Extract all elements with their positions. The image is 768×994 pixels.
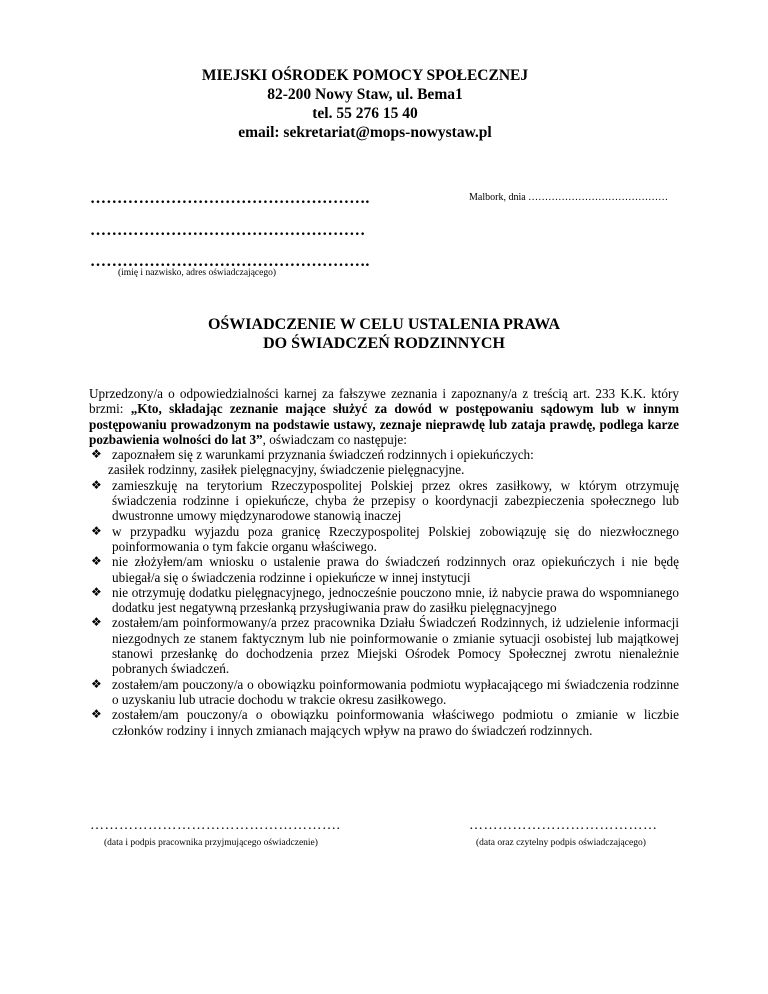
list-item: ❖ zapoznałem się z warunkami przyznania świadczeń rodzinnych i opiekuńczych: — [91, 447, 534, 463]
declarant-caption: (imię i nazwisko, adres oświadczającego) — [118, 268, 277, 278]
legal-quote: „Kto, składając zeznanie mające służyć za dowód w postępowaniu sądowym lub w innym postępowaniu prowadzonym na podstawie ustawy, zeznaje nieprawdę lub zataja prawdę, podlega karze pozbawienia wolności do lat 3” — [89, 401, 679, 447]
institution-address: 82-200 Nowy Staw, ul. Bema1 — [267, 86, 463, 103]
declaration-list — [89, 447, 679, 738]
diamond-bullet-icon: ❖ — [91, 615, 102, 630]
declarant-signature-line: ………………………………… — [469, 818, 658, 833]
declarant-line-2: …………………………………………… — [90, 222, 366, 239]
list-item: ❖ nie złożyłem/am wniosku o ustalenie prawa do świadczeń rodzinnych oraz opiekuńczych i nie będę ubiegał/a się o świadczenia rodzinne i opiekuńcze w innej instytucji — [91, 554, 679, 585]
diamond-bullet-icon: ❖ — [91, 707, 102, 722]
institution-header — [150, 66, 580, 142]
employee-signature-line: ……………………………………………. — [90, 818, 341, 833]
declarant-line-1: ……………………………………………. — [90, 190, 370, 207]
list-item: ❖ zostałem/am poinformowany/a przez pracownika Działu Świadczeń Rodzinnych, iż udzielenie informacji niezgodnych ze stanem faktycznym lub nie poinformowanie o zmianie sytuacji osobistej lub majątkowej stanowi przesłankę do dochodzenia przez Miejski Ośrodek Pomocy Społecznej zwrotu nienależnie pobranych świadczeń. — [91, 615, 679, 677]
diamond-bullet-icon: ❖ — [91, 554, 102, 569]
place-date-field: Malbork, dnia …………………………………… — [469, 192, 669, 203]
declarant-line-3: ……………………………………………. — [90, 253, 370, 270]
diamond-bullet-icon: ❖ — [91, 523, 102, 538]
title-line-2: DO ŚWIADCZEŃ RODZINNYCH — [263, 335, 505, 352]
declarant-signature-caption: (data oraz czytelny podpis oświadczającego) — [476, 838, 646, 848]
diamond-bullet-icon: ❖ — [91, 676, 102, 691]
title-line-1: OŚWIADCZENIE W CELU USTALENIA PRAWA — [207, 316, 561, 333]
list-item: ❖ zostałem/am pouczony/a o obowiązku poinformowania właściwego podmiotu o zmianie w liczbie członków rodziny i innych zmianach mających wpływ na prawo do świadczeń rodzinnych. — [91, 707, 679, 738]
declaration-body — [89, 386, 679, 738]
list-item: ❖ w przypadku wyjazdu poza granicę Rzeczypospolitej Polskiej zobowiązuję się do niezwłocznego poinformowania o tym fakcie organu właściwego. — [91, 523, 679, 554]
list-item-continuation: zasiłek rodzinny, zasiłek pielęgnacyjny, świadczenie pielęgnacyjne. — [108, 462, 465, 478]
employee-signature-caption: (data i podpis pracownika przyjmującego oświadczenie) — [104, 838, 318, 848]
document-title — [150, 315, 618, 353]
list-item: ❖ nie otrzymuję dodatku pielęgnacyjnego, jednocześnie pouczono mnie, iż nabycie prawa do wspomnianego dodatku jest negatywną przesłanką przysługiwania praw do zasiłku pielęgnacyjnego — [91, 584, 679, 616]
institution-phone: tel. 55 276 15 40 — [312, 105, 418, 122]
list-item: ❖ zostałem/am pouczony/a o obowiązku poinformowania podmiotu wypłacającego mi świadczenia rodzinne o uzyskaniu lub utracie dochodu w trakcie okresu zasiłkowego. — [91, 676, 679, 707]
institution-email: email: sekretariat@mops-nowystaw.pl — [238, 124, 492, 141]
diamond-bullet-icon: ❖ — [91, 447, 102, 462]
intro-paragraph — [89, 386, 679, 447]
intro-text: Uprzedzony/a o odpowiedzialności karnej za fałszywe zeznania i zapoznany/a z treścią art. 233 K.K. który brzmi: — [89, 386, 679, 417]
intro-tail: , oświadczam co następuje: — [262, 431, 407, 447]
list-item: ❖ zamieszkuję na terytorium Rzeczypospolitej Polskiej przez okres zasiłkowy, w którym otrzymuję świadczenia rodzinne i opiekuńcze, chyba że przepisy o koordynacji zabezpieczenia społecznego lub dwustronne umowy międzynarodowe stanowią inaczej — [91, 477, 679, 524]
diamond-bullet-icon: ❖ — [91, 477, 102, 492]
institution-name: MIEJSKI OŚRODEK POMOCY SPOŁECZNEJ — [201, 67, 529, 84]
diamond-bullet-icon: ❖ — [91, 584, 102, 599]
